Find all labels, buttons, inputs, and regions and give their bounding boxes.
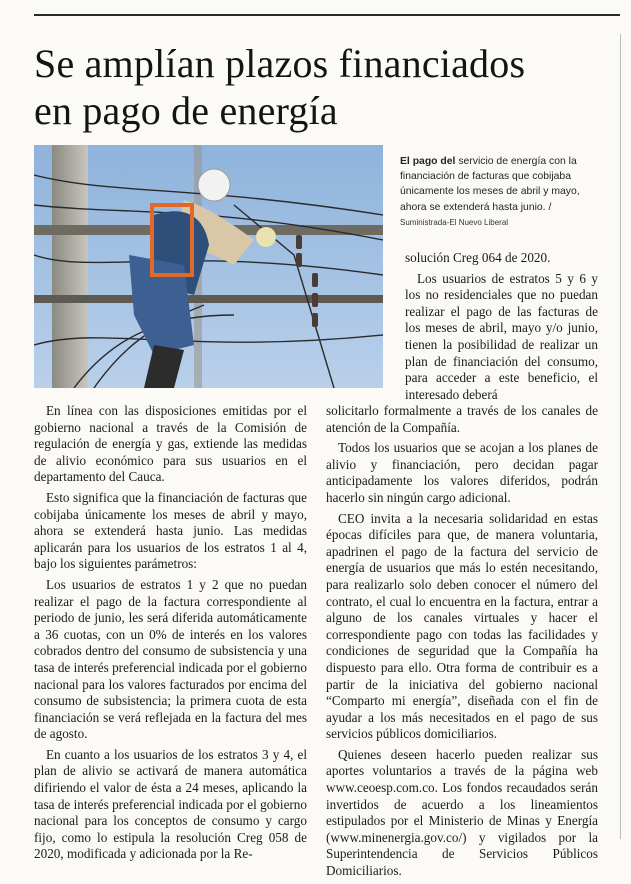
headline [34, 40, 614, 134]
paragraph: Quienes deseen hacerlo pueden realizar sus aportes voluntarios a través de la página web www.ceoesp.com.co. Los fondos recaudados serán invertidos de acuerdo a los lineamientos estipulados por el Ministerio de Minas y Energía (www.minenergia.gov.co/) y vigilados por la Superintendencia de Servicios Públicos Domiciliarios. [326, 746, 598, 879]
paragraph: solicitarlo formalmente a través de los canales de atención de la Compañía. [326, 403, 598, 435]
article-column-left [34, 403, 307, 867]
headline-line-2: en pago de energía [34, 88, 338, 133]
headline-line-1: Se amplían plazos financiados [34, 41, 526, 86]
paragraph: En línea con las disposiciones emitidas por el gobierno nacional a través de la Comisión de regulación de energía y gas, extiende las medidas de alivio económico para sus usuarios en el departamento del Cauca. [34, 403, 307, 485]
column-divider [620, 34, 621, 839]
photo-caption [400, 154, 586, 230]
caption-text: servicio de energía con la financiación de facturas que cobijaba únicamente los meses de abril y mayo, ahora se extenderá hasta junio. / [400, 156, 580, 213]
paragraph: Los usuarios de estratos 1 y 2 que no puedan realizar el pago de la factura correspondiente al periodo de junio, les será diferida automáticamente a 36 cuotas, con un 0% de interés en los valores cobrados dentro del consumo de subsistencia y una tasa de interés preferencial indicada por el gobierno nacional para los valores facturados por encima del consumo de subsistencia; la primera cuota de esta financiación se verá reflejada en la factura del mes de agosto. [34, 576, 307, 742]
article-column-right-top [405, 250, 598, 407]
top-rule [34, 14, 620, 16]
article-photo [34, 145, 383, 388]
caption-lead: El pago del [400, 156, 456, 167]
photo-credit: Suministrada-El Nuevo Liberal [400, 217, 509, 227]
paragraph: solución Creg 064 de 2020. [405, 250, 551, 265]
paragraph: En cuanto a los usuarios de los estratos 3 y 4, el plan de alivio se activará de manera automática difiriendo el valor de ésta a 24 meses, aplicando la tasa de interés preferencial indicada por el gobierno nacional para los conceptos de consumo y cargo fijo, como lo estipula la resolución Creg 058 de 2020, modificada y adicionada por la Re- [34, 746, 307, 862]
paragraph: Todos los usuarios que se acojan a los planes de alivio y financiación, pero decidan pagar anticipadamente los valores diferidos, podrán hacerlo sin ningún cargo adicional. [326, 440, 598, 505]
paragraph: Los usuarios de estratos 5 y 6 y los no residenciales que no puedan realizar el pago de las facturas de los meses de abril, mayo y/o junio, tienen la posibilidad de realizar un plan de financiación del consumo, para acceder a este beneficio, el interesado deberá [405, 270, 598, 402]
paragraph: Esto significa que la financiación de facturas que cobijaba únicamente los meses de abril y mayo, ahora se extenderá hasta junio. Las medidas aplicarán para los usuarios de los estratos 1 al 4, bajo los siguientes parámetros: [34, 489, 307, 572]
paragraph: CEO invita a la necesaria solidaridad en estas épocas difíciles para que, de manera voluntaria, apadrinen el pago de la factura del servicio de energía de usuarios que más lo estén necesitando, para realizarlo solo deben conocer el número del contrato, el cual lo encuentra en la factura, entrar a alguno de los canales virtuales y hacer el correspondiente pago con todas las facilidades y condiciones de seguridad que la Compañía ha dispuesto para ello. Otra forma de contribuir es a partir de la iniciativa del gobierno nacional “Comparto mi energía”, diseñada con el fin de ayudar a los más necesitados en el pago de sus servicios públicos domiciliarios. [326, 510, 598, 742]
lineman-photo-icon [34, 145, 383, 388]
article-column-right [326, 403, 598, 884]
